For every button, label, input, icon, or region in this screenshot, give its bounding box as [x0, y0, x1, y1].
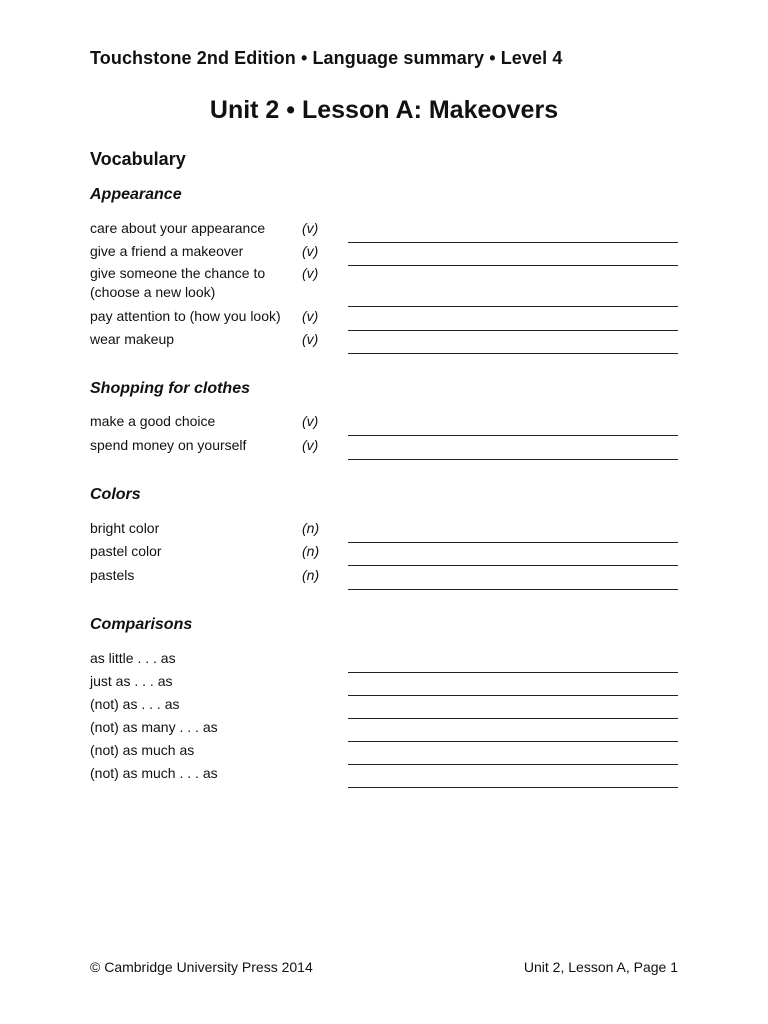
part-of-speech: (n): [302, 567, 320, 583]
answer-line[interactable]: [348, 764, 678, 765]
vocab-term: give someone the chance to (choose a new look): [90, 265, 266, 300]
group-title-appearance: Appearance: [90, 186, 182, 203]
vocab-term: spend money on yourself: [90, 437, 247, 453]
vocab-term: care about your appearance: [90, 220, 266, 236]
part-of-speech: (v): [302, 331, 319, 347]
answer-line[interactable]: [348, 741, 678, 742]
group-title-shopping: Shopping for clothes: [90, 380, 250, 397]
group-title-comparisons: Comparisons: [90, 616, 193, 633]
part-of-speech: (n): [302, 520, 320, 536]
vocab-term: as little . . . as: [90, 650, 176, 666]
answer-line[interactable]: [348, 672, 678, 673]
group-title-colors: Colors: [90, 486, 141, 503]
answer-line[interactable]: [348, 589, 678, 590]
copyright-notice: © Cambridge University Press 2014: [90, 959, 313, 975]
vocab-term: bright color: [90, 520, 160, 536]
answer-line[interactable]: [348, 542, 678, 543]
page-title: Unit 2 • Lesson A: Makeovers: [209, 96, 559, 124]
page-reference: Unit 2, Lesson A, Page 1: [523, 959, 678, 975]
vocab-term: pay attention to (how you look): [90, 308, 281, 324]
part-of-speech: (v): [302, 220, 319, 236]
answer-line[interactable]: [348, 787, 678, 788]
answer-line[interactable]: [348, 242, 678, 243]
vocab-term: make a good choice: [90, 413, 216, 429]
vocab-term: give a friend a makeover: [90, 243, 244, 259]
answer-line[interactable]: [348, 459, 678, 460]
vocab-term: wear makeup: [90, 331, 175, 347]
part-of-speech: (v): [302, 308, 319, 324]
vocab-term: (not) as much as: [90, 742, 195, 758]
answer-line[interactable]: [348, 306, 678, 307]
part-of-speech: (v): [302, 265, 319, 281]
part-of-speech: (v): [302, 413, 319, 429]
vocab-term: pastels: [90, 567, 135, 583]
vocab-term: (not) as much . . . as: [90, 765, 218, 781]
answer-line[interactable]: [348, 435, 678, 436]
part-of-speech: (v): [302, 243, 319, 259]
series-title: Touchstone 2nd Edition • Language summary • Level 4: [90, 48, 563, 68]
section-title-vocabulary: Vocabulary: [90, 149, 186, 169]
vocab-term: pastel color: [90, 543, 162, 559]
vocab-term: (not) as many . . . as: [90, 719, 218, 735]
part-of-speech: (v): [302, 437, 319, 453]
answer-line[interactable]: [348, 695, 678, 696]
part-of-speech: (n): [302, 543, 320, 559]
answer-line[interactable]: [348, 718, 678, 719]
vocab-term: just as . . . as: [90, 673, 173, 689]
vocab-term: (not) as . . . as: [90, 696, 180, 712]
answer-line[interactable]: [348, 265, 678, 266]
answer-line[interactable]: [348, 353, 678, 354]
answer-line[interactable]: [348, 330, 678, 331]
answer-line[interactable]: [348, 565, 678, 566]
